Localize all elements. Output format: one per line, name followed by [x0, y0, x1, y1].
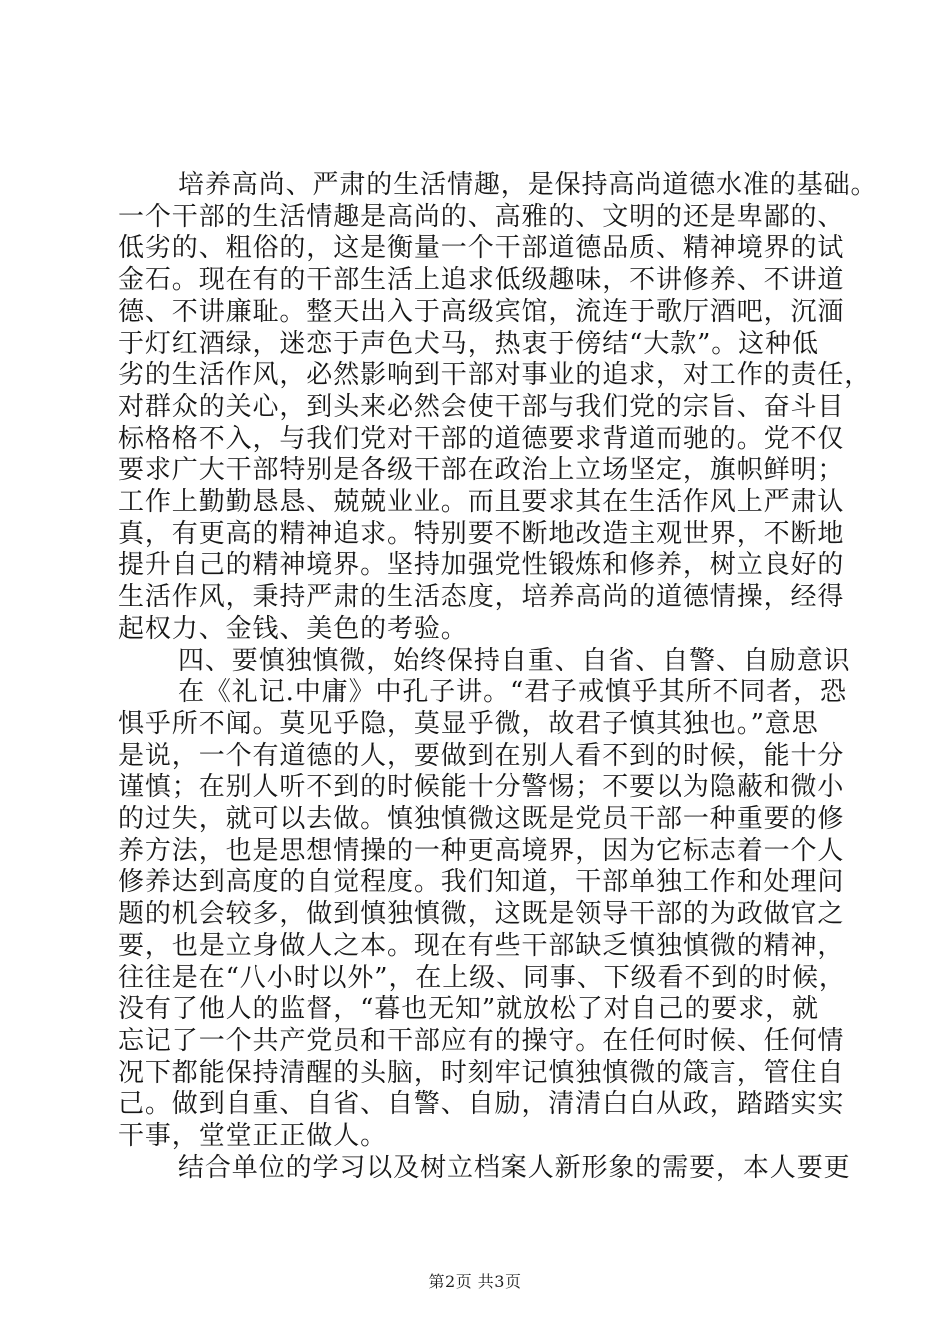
- paragraph-line: 生活作风，秉持严肃的生活态度，培养高尚的道德情操，经得: [118, 582, 845, 613]
- paragraph-line: 工作上勤勤恳恳、兢兢业业。而且要求其在生活作风上严肃认: [118, 487, 845, 518]
- paragraph-line: 金石。现在有的干部生活上追求低级趣味，不讲修养、不讲道: [118, 265, 845, 296]
- paragraph-line: 要求广大干部特别是各级干部在政治上立场坚定，旗帜鲜明；: [118, 455, 845, 486]
- paragraph-line: 己。做到自重、自省、自警、自励，清清白白从政，踏踏实实: [118, 1089, 845, 1120]
- document-body: [118, 170, 878, 1185]
- paragraph-line: 一个干部的生活情趣是高尚的、高雅的、文明的还是卑鄙的、: [118, 201, 845, 232]
- paragraph-line: 培养高尚、严肃的生活情趣，是保持高尚道德水准的基础。: [178, 170, 878, 200]
- paragraph-line: 提升自己的精神境界。坚持加强党性锻炼和修养，树立良好的: [118, 550, 845, 581]
- paragraph-line: 修养达到高度的自觉程度。我们知道，干部单独工作和处理问: [118, 867, 845, 898]
- paragraph-line: 惧乎所不闻。莫见乎隐，莫显乎微，故君子慎其独也。”意思: [118, 708, 819, 739]
- paragraph-line: 于灯红酒绿，迷恋于声色犬马，热衷于傍结“大款”。这种低: [118, 328, 819, 359]
- paragraph-line: 标格格不入，与我们党对干部的道德要求背道而驰的。党不仅: [118, 423, 845, 454]
- paragraph-line: 忘记了一个共产党员和干部应有的操守。在任何时候、任何情: [118, 1025, 845, 1056]
- paragraph-line: 真，有更高的精神追求。特别要不断地改造主观世界，不断地: [118, 518, 845, 549]
- paragraph-line: 往往是在“八小时以外”，在上级、同事、下级看不到的时候，: [118, 962, 846, 993]
- paragraph-line: 在《礼记.中庸》中孔子讲。“君子戒慎乎其所不同者，恐: [178, 677, 847, 708]
- paragraph-line: 结合单位的学习以及树立档案人新形象的需要，本人要更: [178, 1152, 851, 1183]
- paragraph-line: 况下都能保持清醒的头脑，时刻牢记慎独慎微的箴言，管住自: [118, 1057, 845, 1088]
- page-number: 第2页 共3页: [428, 1272, 522, 1291]
- page-footer: [0, 1269, 950, 1292]
- section-heading: 四、要慎独慎微，始终保持自重、自省、自警、自励意识: [178, 645, 851, 676]
- paragraph-line: 要，也是立身做人之本。现在有些干部缺乏慎独慎微的精神，: [118, 930, 845, 961]
- paragraph-line: 对群众的关心，到头来必然会使干部与我们党的宗旨、奋斗目: [118, 391, 845, 422]
- paragraph-line: 干事，堂堂正正做人。: [118, 1121, 388, 1152]
- paragraph-line: 低劣的、粗俗的，这是衡量一个干部道德品质、精神境界的试: [118, 233, 845, 264]
- paragraph-line: 没有了他人的监督，“暮也无知”就放松了对自己的要求，就: [118, 994, 819, 1025]
- paragraph-line: 谨慎；在别人听不到的时候能十分警惕；不要以为隐蔽和微小: [118, 772, 845, 803]
- paragraph-line: 养方法，也是思想情操的一种更高境界，因为它标志着一个人: [118, 835, 845, 866]
- paragraph-line: 起权力、金钱、美色的考验。: [118, 613, 468, 644]
- paragraph-line: 德、不讲廉耻。整天出入于高级宾馆，流连于歌厅酒吧，沉湎: [118, 296, 845, 327]
- paragraph-line: 是说，一个有道德的人，要做到在别人看不到的时候，能十分: [118, 740, 845, 771]
- paragraph-line: 劣的生活作风，必然影响到干部对事业的追求，对工作的责任，: [118, 360, 872, 391]
- paragraph-line: 题的机会较多，做到慎独慎微，这既是领导干部的为政做官之: [118, 899, 845, 930]
- paragraph-line: 的过失，就可以去做。慎独慎微这既是党员干部一种重要的修: [118, 804, 845, 835]
